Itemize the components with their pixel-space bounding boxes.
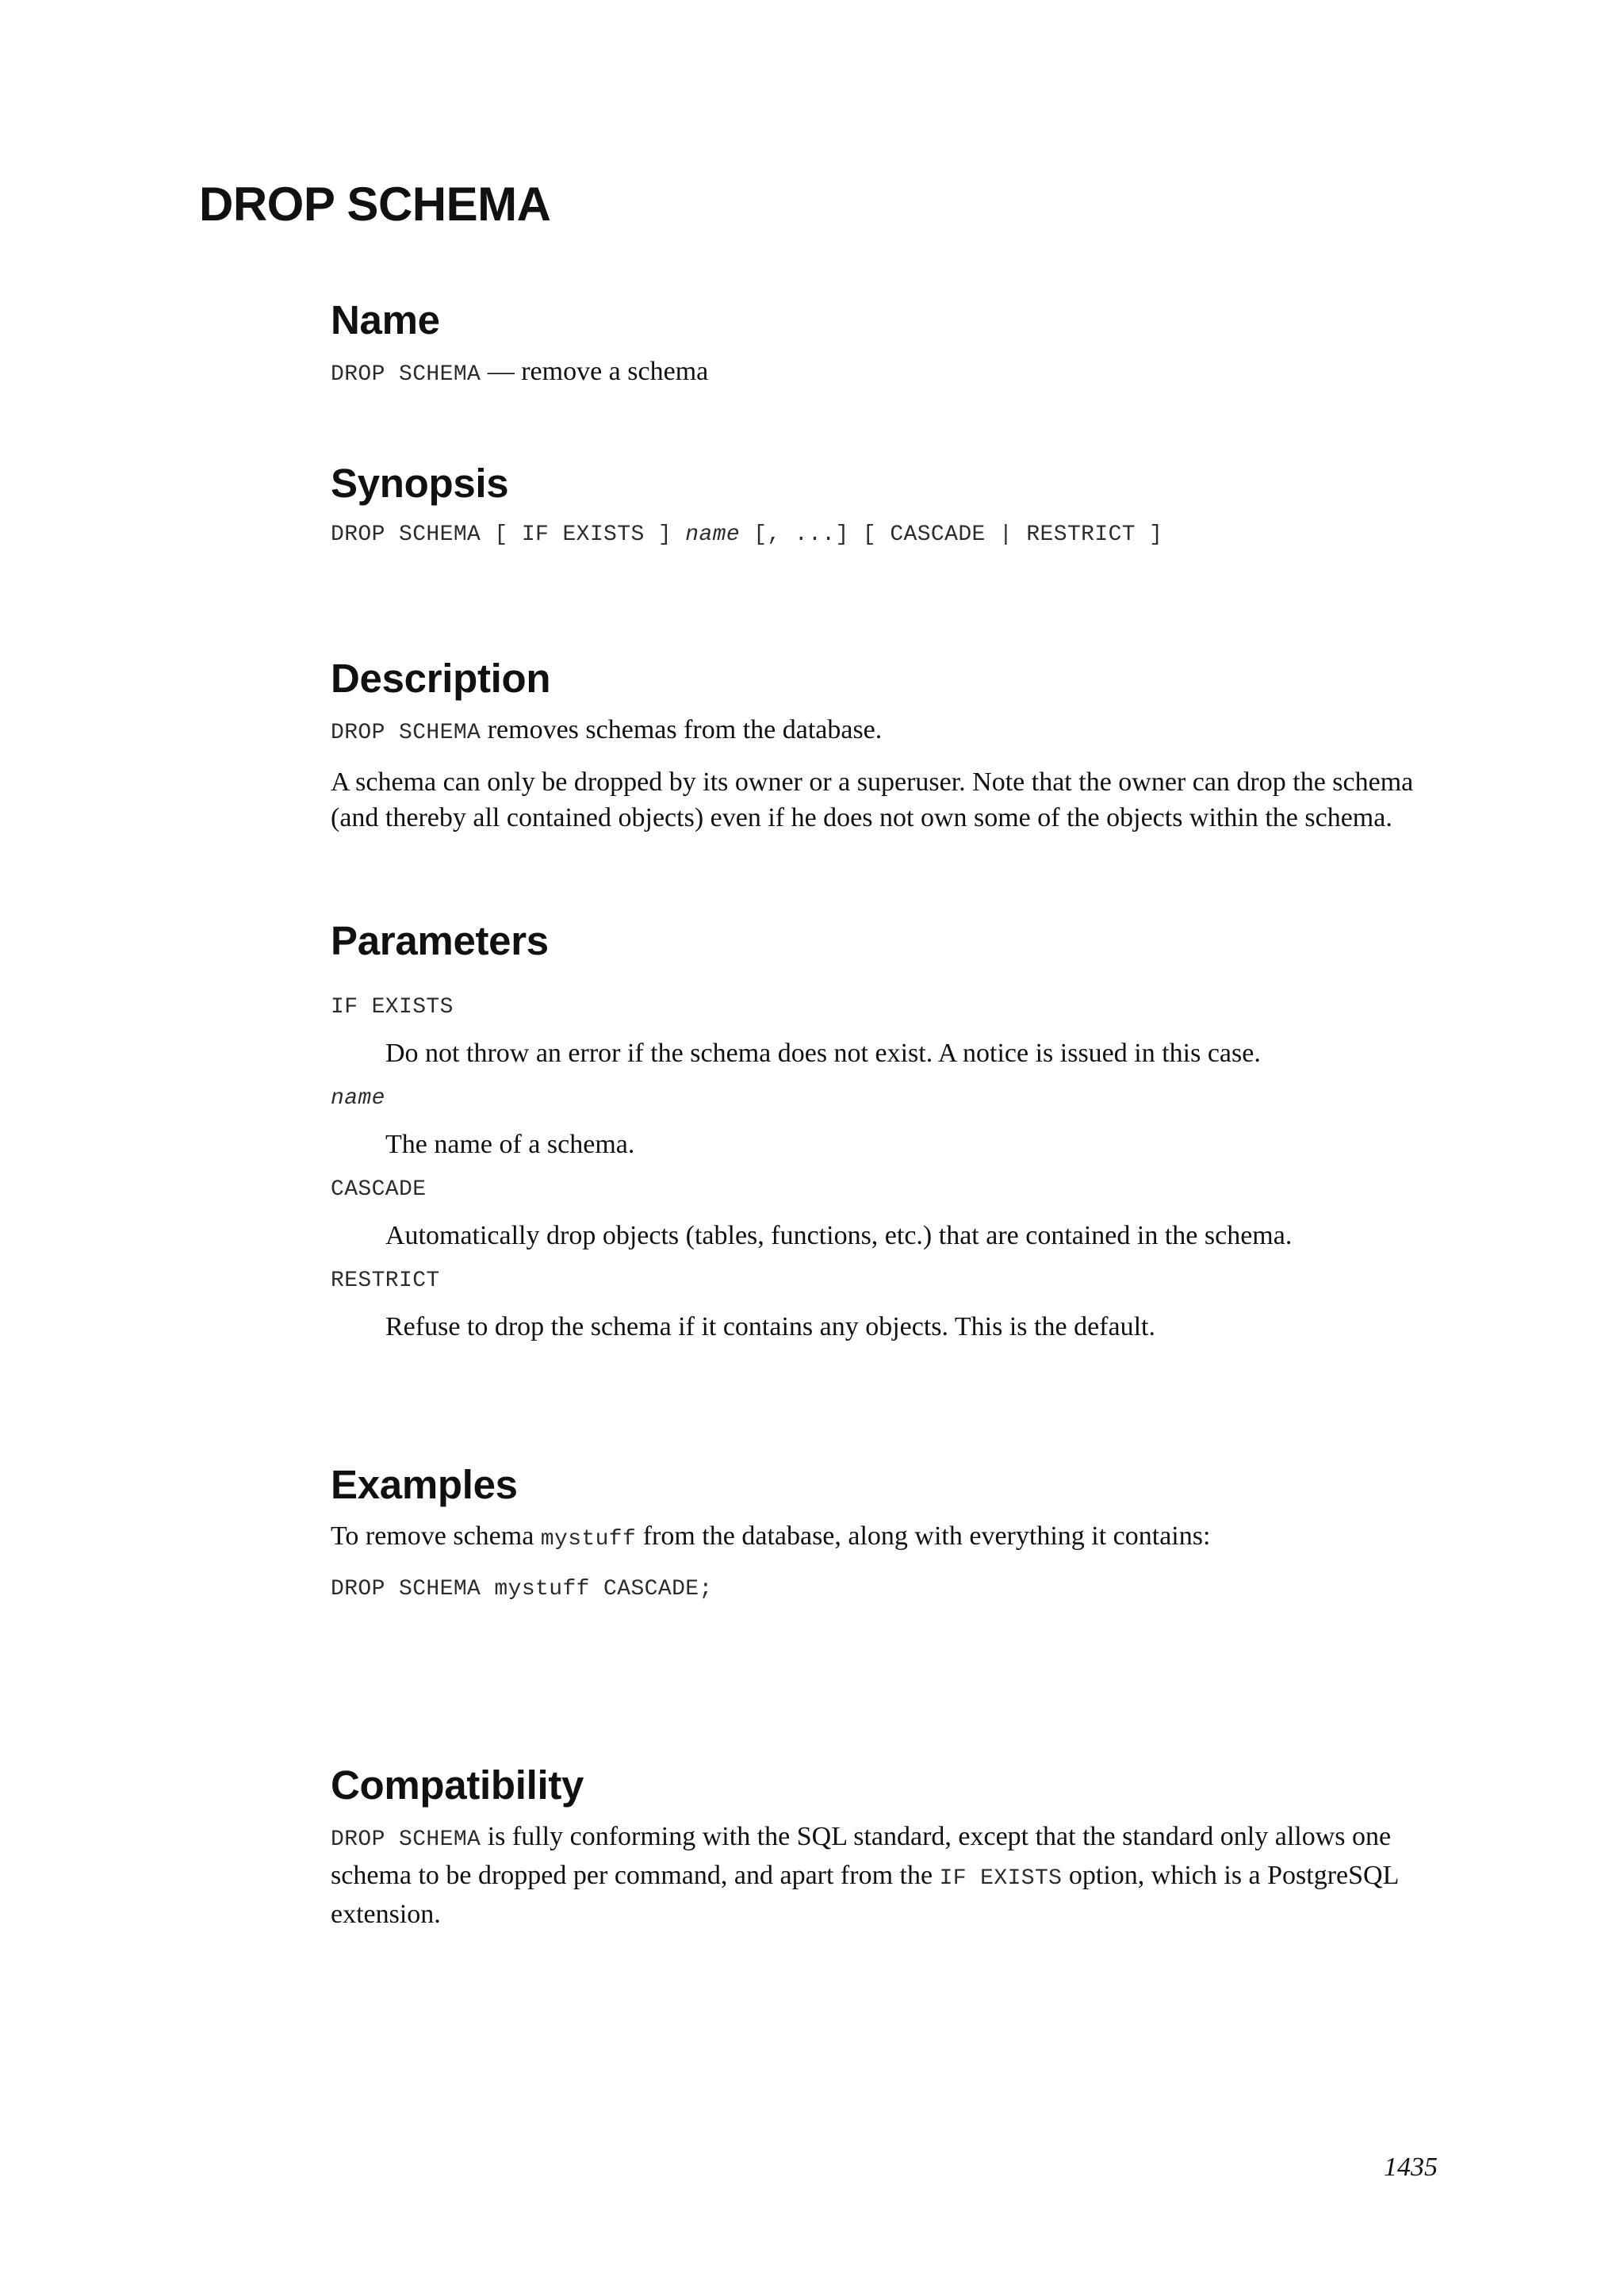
- description-paragraph-2: A schema can only be dropped by its owner or a superuser. Note that the owner can drop the schema (and thereby all contained objects) even if he does not own some of the objects within the schema.: [331, 767, 1414, 832]
- name-section: [331, 297, 1441, 392]
- name-command: DROP SCHEMA: [331, 362, 481, 387]
- synopsis-code: [331, 520, 1441, 550]
- name-summary-text: — remove a schema: [481, 357, 709, 386]
- compatibility-command: DROP SCHEMA: [331, 1827, 481, 1852]
- parameters-heading: Parameters: [331, 918, 549, 963]
- synopsis-section: [331, 463, 1441, 550]
- examples-schema-name: mystuff: [540, 1527, 637, 1552]
- compatibility-text-2: option, which is a PostgreSQL extension.: [331, 1861, 1399, 1929]
- description-p1-text: removes schemas from the database.: [481, 715, 883, 744]
- page-title: DROP SCHEMA: [199, 178, 551, 231]
- param-desc-name: The name of a schema.: [385, 1130, 635, 1159]
- param-term-name: name: [331, 1086, 385, 1111]
- param-desc-if-exists: Do not throw an error if the schema does not exist. A notice is issued in this case.: [385, 1039, 1261, 1068]
- name-summary: [331, 354, 1441, 392]
- examples-heading: Examples: [331, 1462, 518, 1507]
- compatibility-text-1: is fully conforming with the SQL standard, except that the standard only allows one schema to be dropped per command, and apart from the: [331, 1822, 1392, 1890]
- parameters-section: [331, 920, 1441, 1345]
- examples-paragraph: [331, 1518, 1441, 1557]
- name-heading: Name: [331, 297, 440, 342]
- synopsis-name-placeholder: name: [685, 522, 741, 547]
- examples-text-after: from the database, along with everything it contains:: [636, 1521, 1211, 1551]
- synopsis-heading: Synopsis: [331, 461, 509, 506]
- param-term-restrict: RESTRICT: [331, 1269, 440, 1293]
- param-desc-restrict: Refuse to drop the schema if it contains any objects. This is the default.: [385, 1312, 1155, 1341]
- compatibility-option: IF EXISTS: [939, 1866, 1063, 1891]
- param-term-cascade: CASCADE: [331, 1177, 427, 1202]
- synopsis-prefix: DROP SCHEMA [ IF EXISTS ]: [331, 522, 686, 547]
- description-section: [331, 658, 1441, 836]
- description-heading: Description: [331, 656, 551, 701]
- description-command: DROP SCHEMA: [331, 721, 481, 745]
- compatibility-section: [331, 1762, 1441, 1932]
- synopsis-suffix: [, ...] [ CASCADE | RESTRICT ]: [740, 522, 1163, 547]
- compatibility-heading: Compatibility: [331, 1762, 584, 1808]
- param-term-if-exists: IF EXISTS: [331, 995, 454, 1020]
- parameters-list: [331, 993, 1441, 1345]
- examples-section: [331, 1464, 1441, 1605]
- examples-code: DROP SCHEMA mystuff CASCADE;: [331, 1577, 713, 1601]
- param-desc-cascade: Automatically drop objects (tables, functions, etc.) that are contained in the schema.: [385, 1221, 1293, 1250]
- page-number: 1435: [1384, 2152, 1438, 2182]
- description-paragraph-1: [331, 712, 1441, 751]
- examples-text-before: To remove schema: [331, 1521, 541, 1551]
- compatibility-paragraph: [331, 1819, 1441, 1932]
